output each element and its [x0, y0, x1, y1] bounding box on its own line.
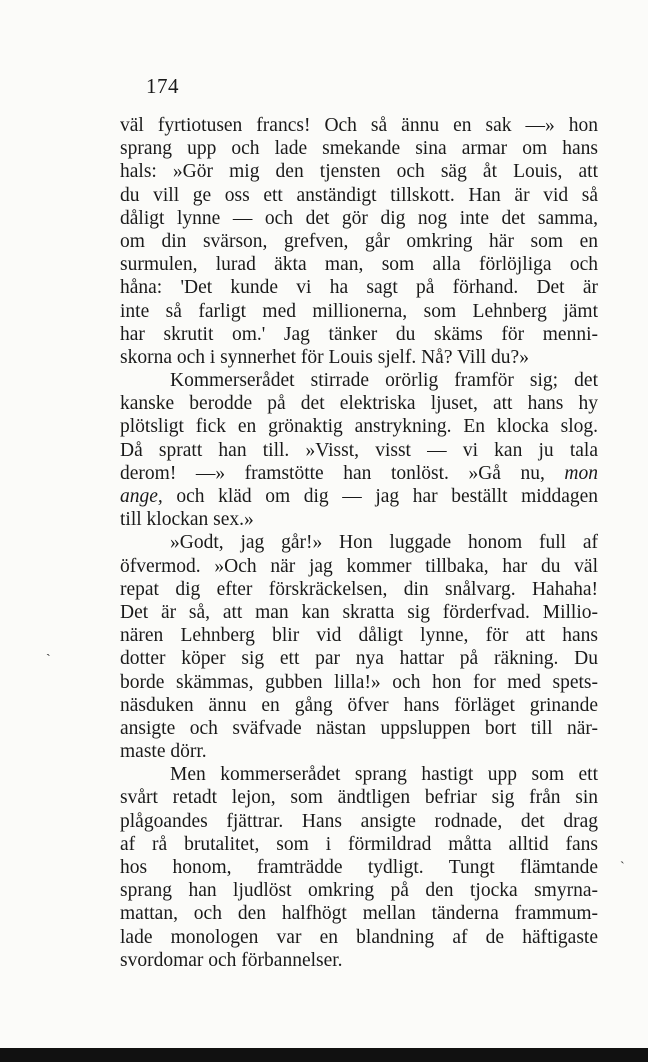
text-line: Det är så, att man kan skratta sig förderfvad. Millio- — [120, 601, 598, 623]
text-line: svårt retadt lejon, som ändtligen befriar sig från sin — [120, 787, 598, 809]
text-line: mattan, och den halfhögt mellan tänderna frammum- — [120, 903, 598, 925]
text-line: surmulen, lurad äkta man, som alla förlöjliga och — [120, 254, 598, 276]
page-number: 174 — [146, 74, 179, 98]
text-line: derom! —» framstötte han tonlöst. »Gå nu, mon — [120, 462, 598, 484]
text-line: hos honom, framträdde tydligt. Tungt flämtande — [120, 857, 598, 878]
text-line: ansigte och sväfvade nästan uppsluppen bort till när- — [120, 717, 598, 739]
paragraph — [120, 763, 598, 972]
text-line: väl fyrtiotusen francs! Och så ännu en sak —» hon — [120, 115, 598, 136]
text-line: maste dörr. — [120, 741, 207, 763]
text-line: repat dig efter förskräckelsen, din snålvarg. Hahaha! — [120, 578, 598, 600]
text-line: dåligt lynne — och det gör dig nog inte det samma, — [120, 207, 598, 229]
text-line: till klockan sex.» — [120, 509, 254, 531]
text-line: har skrutit om.' Jag tänker du skäms för menni- — [120, 323, 598, 345]
text-line: nären Lehnberg blir vid dåligt lynne, för att hans — [120, 625, 598, 647]
text-line: Då spratt han till. »Visst, visst — vi kan ju tala — [120, 439, 598, 461]
text-line: om din svärson, grefven, går omkring här som en — [120, 230, 598, 252]
text-line: Men kommerserådet sprang hastigt upp som ett — [170, 764, 598, 786]
text-line: dotter köper sig ett par nya hattar på räkning. Du — [120, 648, 598, 670]
text-line: lade monologen var en blandning af de häftigaste — [120, 926, 598, 948]
text-line: håna: 'Det kunde vi ha sagt på förhand. Det är — [120, 277, 598, 299]
scan-edge — [0, 1048, 648, 1062]
text-line: sprang upp och lade smekande sina armar om hans — [120, 138, 598, 160]
text-line: af rå brutalitet, som i förmildrad måtta alltid fans — [120, 833, 598, 855]
margin-mark-right: ˋ — [620, 860, 625, 875]
text-line: inte så farligt med millionerna, som Lehnberg jämt — [120, 300, 598, 322]
text-line: plågoandes fjättrar. Hans ansigte rodnade, det drag — [120, 810, 598, 832]
text-line: borde skämmas, gubben lilla!» och hon for med spets- — [120, 671, 598, 693]
paragraph — [120, 114, 598, 369]
margin-mark-left: ˏ — [46, 642, 51, 657]
body-text — [120, 114, 598, 972]
text-line: hals: »Gör mig den tjensten och säg åt Louis, att — [120, 161, 598, 183]
text-line: kanske berodde på det elektriska ljuset, att hans hy — [120, 393, 598, 415]
text-line: Kommerserådet stirrade orörlig framför sig; det — [170, 370, 598, 392]
text-line: näsduken ännu en gång öfver hans förläget grinande — [120, 694, 598, 716]
text-line: du vill ge oss ett anständigt tillskott. Han är vid så — [120, 184, 598, 206]
text-line: ange, och kläd om dig — jag har beställt middagen — [120, 486, 598, 507]
text-line: svordomar och förbannelser. — [120, 949, 343, 971]
text-line: öfvermod. »Och när jag kommer tillbaka, har du väl — [120, 555, 598, 577]
text-line: plötsligt fick en grönaktig anstrykning. En klocka slog. — [120, 416, 598, 438]
text-line: skorna och i synnerhet för Louis sjelf. Nå? Vill du?» — [120, 346, 529, 368]
text-line: sprang han ljudlöst omkring på den tjocka smyrna- — [120, 880, 598, 902]
paragraph — [120, 531, 598, 763]
text-line: »Godt, jag går!» Hon luggade honom full af — [170, 532, 598, 554]
paragraph — [120, 369, 598, 531]
